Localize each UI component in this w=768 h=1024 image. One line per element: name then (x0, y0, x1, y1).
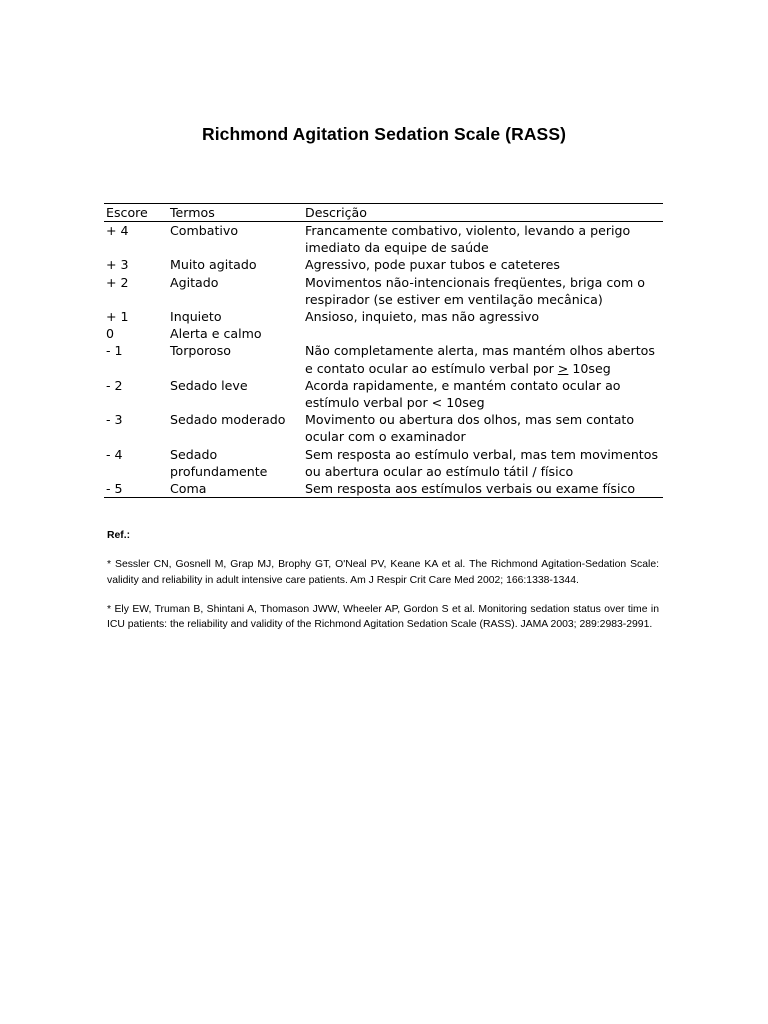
row-term: Sedado profundamente (170, 446, 268, 479)
row-score: - 3 (106, 412, 123, 428)
reference-item: * Sessler CN, Gosnell M, Grap MJ, Brophy GT, O'Neal PV, Keane KA et al. The Richmond Agitation-Sedation Scale: validity and reliability in adult intensive care patients. Am J Respir Crit Care Med 2002; 166:1338-1344. (107, 559, 659, 586)
row-score: 0 (106, 326, 115, 342)
description-text: Não completamente alerta, mas mantém olhos abertos e contato ocular ao estímulo verbal por (305, 343, 655, 376)
row-description: Ansioso, inquieto, mas não agressivo (305, 309, 540, 325)
table-row (104, 411, 663, 445)
row-score: - 1 (106, 343, 123, 359)
table-row (104, 222, 663, 256)
row-description (305, 342, 661, 376)
rass-table (104, 203, 663, 498)
row-score: + 3 (106, 257, 129, 273)
table-row (104, 274, 663, 308)
document-title: Richmond Agitation Sedation Scale (RASS) (201, 124, 567, 144)
row-description (305, 325, 661, 342)
row-description: Agressivo, pode puxar tubos e cateteres (305, 257, 560, 273)
table-header (104, 204, 663, 222)
row-score: - 4 (106, 446, 123, 462)
row-term: Torporoso (170, 343, 232, 359)
header-term: Termos (170, 205, 215, 220)
row-term: Muito agitado (170, 257, 257, 273)
description-text: 10seg (572, 360, 611, 376)
row-description: Sem resposta aos estímulos verbais ou exame físico (305, 481, 636, 497)
table-row (104, 325, 663, 342)
row-score: + 1 (106, 309, 129, 325)
references-label: Ref.: (107, 530, 131, 541)
table-row (104, 377, 663, 411)
greater-equal-symbol: > (557, 360, 569, 376)
row-score: + 4 (106, 223, 129, 238)
row-description: Acorda rapidamente, e mantém contato ocular ao estímulo verbal por < 10seg (305, 377, 621, 411)
header-score: Escore (106, 205, 148, 220)
row-term: Alerta e calmo (170, 326, 262, 342)
table-row (104, 256, 663, 273)
row-term: Agitado (170, 274, 219, 290)
reference-item: * Ely EW, Truman B, Shintani A, Thomason JWW, Wheeler AP, Gordon S et al. Monitoring sedation status over time in ICU patients: the reliability and validity of the Richmond Agitation Sedation Scale (RASS). JAMA 2003; 289:2983-2991. (107, 603, 659, 631)
row-term: Combativo (170, 223, 239, 238)
row-description: Movimentos não-intencionais freqüentes, briga com o respirador (se estiver em ventilação mecânica) (305, 274, 645, 307)
row-term: Coma (170, 481, 207, 497)
row-term: Sedado moderado (170, 412, 286, 428)
table-row (104, 480, 663, 497)
table-row (104, 308, 663, 325)
header-description: Descrição (305, 205, 367, 220)
table-row (104, 446, 663, 480)
row-description: Sem resposta ao estímulo verbal, mas tem movimentos ou abertura ocular ao estímulo tátil / físico (305, 446, 658, 479)
row-term: Inquieto (170, 309, 222, 325)
row-term: Sedado leve (170, 377, 248, 393)
row-description: Francamente combativo, violento, levando a perigo imediato da equipe de saúde (305, 223, 631, 256)
row-score: + 2 (106, 274, 129, 290)
references-section (107, 528, 659, 646)
row-description: Movimento ou abertura dos olhos, mas sem contato ocular com o examinador (305, 412, 635, 445)
row-score: - 2 (106, 377, 123, 393)
row-score: - 5 (106, 481, 123, 497)
table-row (104, 342, 663, 376)
